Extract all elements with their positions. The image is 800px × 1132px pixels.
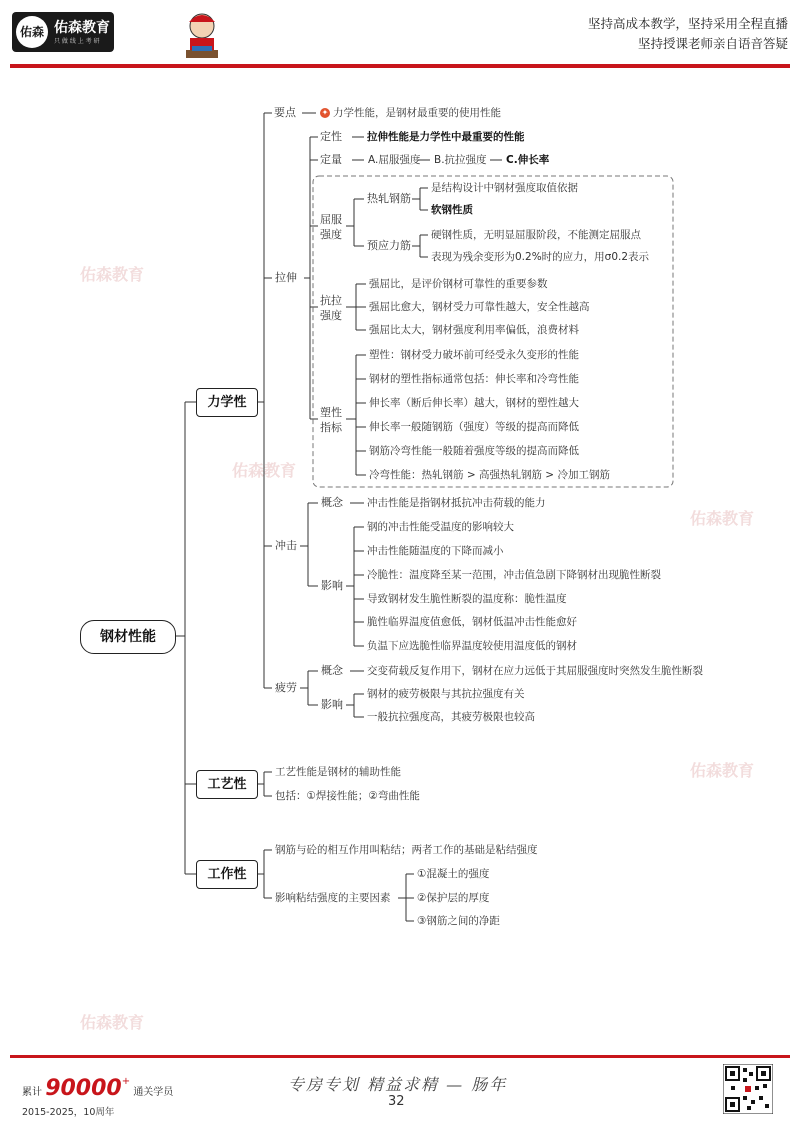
count-plus: + <box>121 1076 131 1087</box>
node-chongji-yingxiang: 影响 <box>321 579 343 592</box>
footer-years: 2015-2025，10周年 <box>22 1107 115 1118</box>
handwritten-motto: 专房专划 精益求精 — 肠年 <box>288 1075 508 1094</box>
watermark: 佑森教育 <box>80 265 145 284</box>
suxing-text-4: 伸长率一般随钢筋（强度）等级的提高而降低 <box>369 421 579 433</box>
slogan-line-2: 坚持授课老师亲自语音答疑 <box>637 36 788 51</box>
chongji-text-4: 导致钢材发生脆性断裂的温度称：脆性温度 <box>367 593 567 605</box>
node-pilao: 疲劳 <box>275 681 297 694</box>
working-factor-1: ①混凝土的强度 <box>417 868 490 880</box>
count-suffix: 通关学员 <box>133 1087 174 1098</box>
yuying-text-1: 硬钢性质，无明显屈服阶段，不能测定屈服点 <box>431 229 641 241</box>
root-node: 钢材性能 <box>80 620 176 654</box>
suxing-text-5: 钢筋冷弯性能一般随着强度等级的提高而降低 <box>369 445 579 457</box>
pilao-text-1: 钢材的疲劳极限与其抗拉强度有关 <box>367 688 525 700</box>
dingliang-c: C.伸长率 <box>506 154 550 166</box>
suxing-text-6: 冷弯性能：热轧钢筋 > 高强热轧钢筋 > 冷加工钢筋 <box>369 469 610 481</box>
watermark: 佑森教育 <box>690 509 755 528</box>
logo-seal: 佑森 <box>16 16 48 48</box>
pilao-gainian-text: 交变荷载反复作用下，钢材在应力远低于其屈服强度时突然发生脆性断裂 <box>367 665 703 677</box>
node-kangla: 抗拉 强度 <box>320 294 342 322</box>
branch-process: 工艺性 <box>196 770 258 799</box>
dingliang-a: A.屈服强度 <box>368 154 421 166</box>
rezha-text-2: 软钢性质 <box>431 204 473 216</box>
process-text-1: 工艺性能是钢材的辅助性能 <box>275 766 401 778</box>
suxing-text-1: 塑性：钢材受力破坏前可经受永久变形的性能 <box>369 349 579 361</box>
student-count: 90000 <box>45 1076 122 1101</box>
node-lashen: 拉伸 <box>275 271 297 284</box>
yuying-text-2: 表现为残余变形为0.2%时的应力，用σ0.2表示 <box>431 251 650 263</box>
chongji-text-5: 脆性临界温度值愈低，钢材低温冲击性能愈好 <box>367 616 577 628</box>
star-bullet-icon: ✦ <box>321 108 329 117</box>
chongji-text-2: 冲击性能随温度的下降而减小 <box>367 545 504 557</box>
page-number: 32 <box>388 1094 405 1109</box>
node-pilao-gainian: 概念 <box>321 664 343 677</box>
footer-divider <box>10 1055 790 1058</box>
node-dingxing: 定性 <box>320 130 342 143</box>
logo-tagline: 只 做 线 上 考 研 <box>54 38 100 45</box>
node-yuying: 预应力筋 <box>367 239 411 252</box>
node-chongji-gainian: 概念 <box>321 496 343 509</box>
footer-stat <box>22 1076 173 1101</box>
node-dingliang: 定量 <box>320 153 342 166</box>
watermark: 佑森教育 <box>80 1013 145 1032</box>
node-yaodian: 要点 <box>274 106 296 119</box>
dingxing-text: 拉伸性能是力学性中最重要的性能 <box>367 131 525 143</box>
pilao-text-2: 一般抗拉强度高，其疲劳极限也较高 <box>367 711 535 723</box>
node-qufu: 屈服 强度 <box>320 213 342 241</box>
working-factor-3: ③钢筋之间的净距 <box>417 915 500 927</box>
chongji-text-1: 钢的冲击性能受温度的影响较大 <box>367 521 514 533</box>
suxing-text-3: 伸长率（断后伸长率）越大，钢材的塑性越大 <box>369 397 579 409</box>
chongji-text-6: 负温下应选脆性临界温度较使用温度低的钢材 <box>367 640 577 652</box>
dingliang-b: B.抗拉强度 <box>434 154 487 166</box>
suxing-text-2: 钢材的塑性指标通常包括：伸长率和冷弯性能 <box>369 373 579 385</box>
count-prefix: 累计 <box>22 1087 42 1098</box>
branch-mechanical: 力学性 <box>196 388 258 417</box>
qr-code-icon <box>723 1064 773 1114</box>
node-rezha: 热轧钢筋 <box>367 192 411 205</box>
working-text-1: 钢筋与砼的相互作用叫粘结；两者工作的基础是粘结强度 <box>275 844 538 856</box>
process-text-2: 包括：①焊接性能；②弯曲性能 <box>275 790 420 802</box>
kangla-text-2: 强屈比愈大，钢材受力可靠性越大，安全性越高 <box>369 301 590 313</box>
node-suxing: 塑性 指标 <box>320 406 342 434</box>
chongji-gainian-text: 冲击性能是指钢材抵抗冲击荷载的能力 <box>367 497 546 509</box>
watermark: 佑森教育 <box>690 761 755 780</box>
branch-working: 工作性 <box>196 860 258 889</box>
logo-name: 佑森教育 <box>54 20 110 36</box>
watermark: 佑森教育 <box>232 461 297 480</box>
rezha-text-1: 是结构设计中钢材强度取值依据 <box>431 182 578 194</box>
yaodian-text: 力学性能，是钢材最重要的使用性能 <box>333 107 501 119</box>
kangla-text-1: 强屈比，是评价钢材可靠性的重要参数 <box>369 278 548 290</box>
node-chongji: 冲击 <box>275 539 297 552</box>
chongji-text-3: 冷脆性：温度降至某一范围，冲击值急剧下降钢材出现脆性断裂 <box>367 569 661 581</box>
slogan-line-1: 坚持高成本教学，坚持采用全程直播 <box>587 16 788 31</box>
node-pilao-yingxiang: 影响 <box>321 698 343 711</box>
working-factors-label: 影响粘结强度的主要因素 <box>275 892 391 904</box>
working-factor-2: ②保护层的厚度 <box>417 892 490 904</box>
kangla-text-3: 强屈比太大，钢材强度利用率偏低，浪费材料 <box>369 324 579 336</box>
